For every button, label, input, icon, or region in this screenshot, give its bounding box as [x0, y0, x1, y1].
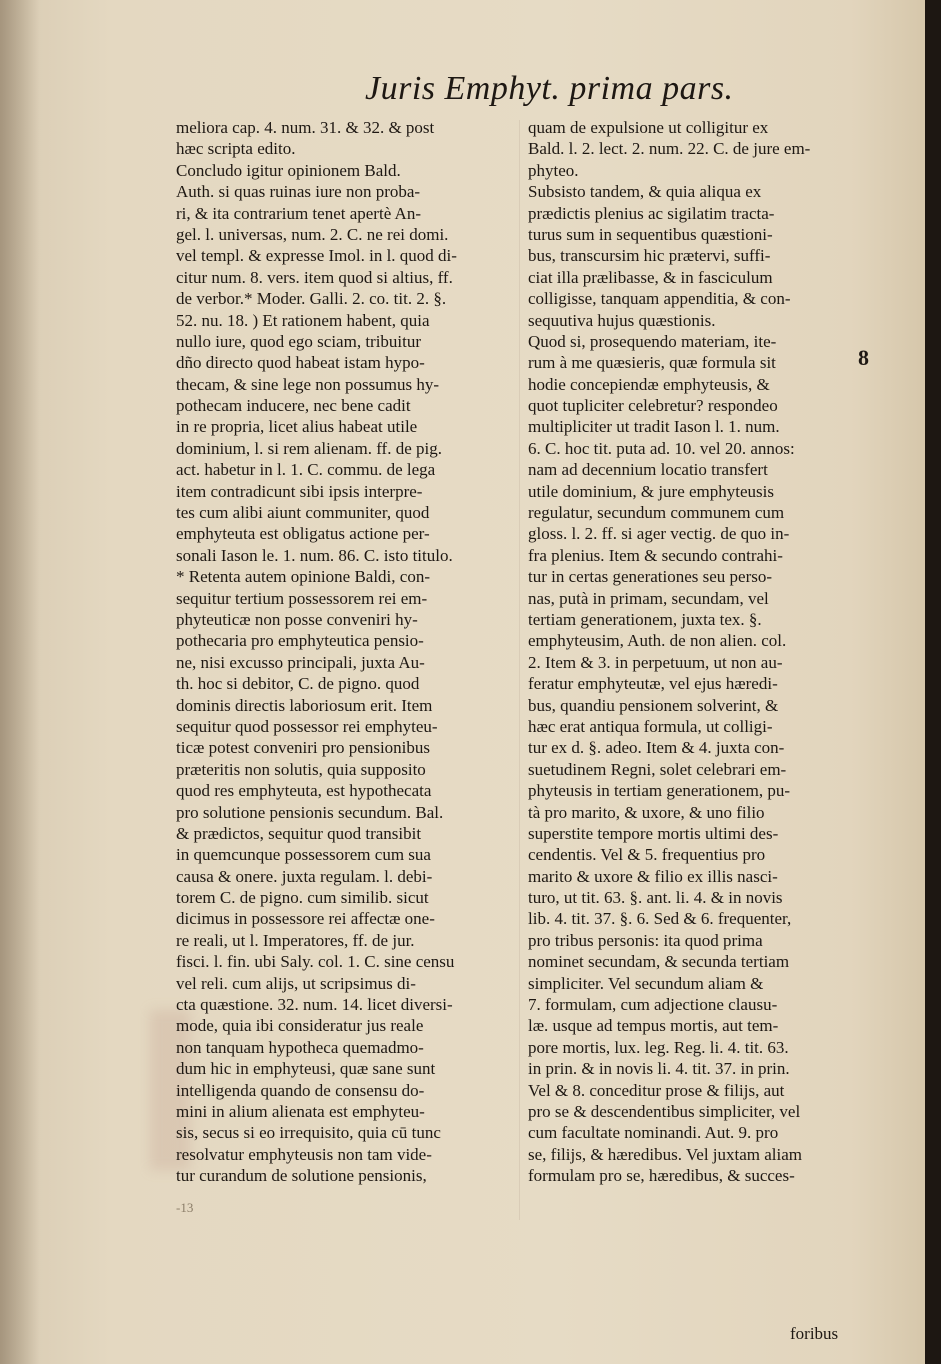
text-line: tur curandum de solutione pensionis,: [176, 1166, 427, 1186]
catchword: foribus: [790, 1324, 839, 1343]
text-line: non tanquam hypotheca quemadmo-: [176, 1037, 424, 1057]
text-line: cum facultate nominandi. Aut. 9. pro: [528, 1123, 779, 1143]
text-line: fisci. l. fin. ubi Saly. col. 1. C. sine censu: [176, 952, 455, 972]
text-line: dño directo quod habeat istam hypo-: [176, 353, 425, 373]
text-line: sis, secus si eo irrequisito, quia cū tunc: [176, 1123, 441, 1143]
text-line: 52. nu. 18. ) Et rationem habent, quia: [176, 310, 430, 330]
text-line: rum à me quæsieris, quæ formula sit: [528, 353, 776, 373]
text-line: citur num. 8. vers. item quod si altius, ff.: [176, 267, 453, 287]
text-line: mode, quia ibi consideratur jus reale: [176, 1016, 424, 1036]
running-head: Juris Emphyt. prima pars.: [365, 70, 734, 107]
text-line: mini in alium alienata est emphyteu-: [176, 1101, 425, 1121]
text-line: phyteusis in tertiam generationem, pu-: [528, 781, 791, 801]
text-line: præteritis non solutis, quia supposito: [176, 759, 426, 779]
text-line: ne, nisi excusso principali, juxta Au-: [176, 652, 425, 672]
text-line: Bald. l. 2. lect. 2. num. 22. C. de jure em-: [528, 139, 811, 159]
text-line: feratur emphyteutæ, vel ejus hæredi-: [528, 674, 778, 694]
text-line: suetudinem Regni, solet celebrari em-: [528, 759, 787, 779]
text-line: gloss. l. 2. ff. si ager vectig. de quo in-: [528, 524, 790, 544]
text-line: tur ex d. §. adeo. Item & 4. juxta con-: [528, 738, 785, 758]
text-line: bus, quandiu pensionem solverint, &: [528, 695, 779, 715]
text-line: pothecaria pro emphyteutica pensio-: [176, 631, 424, 651]
text-line: Subsisto tandem, & quia aliqua ex: [528, 182, 762, 202]
text-line: Concludo igitur opinionem Bald.: [176, 160, 401, 180]
text-line: superstite tempore mortis ultimi des-: [528, 823, 779, 843]
text-line: nam ad decennium locatio transfert: [528, 460, 768, 480]
text-line: meliora cap. 4. num. 31. & 32. & post: [176, 118, 435, 137]
text-line: bus, transcursim hic prætervi, suffi-: [528, 246, 771, 266]
text-line: hæc scripta edito.: [176, 139, 296, 159]
column-gap: [519, 120, 520, 1220]
text-line: fra plenius. Item & secundo contrahi-: [528, 545, 783, 565]
text-line: hæc erat antiqua formula, ut colligi-: [528, 716, 773, 736]
text-line: ri, & ita contrarium tenet apertè An-: [176, 203, 421, 223]
text-line: se, filijs, & hæredibus. Vel juxtam aliam: [528, 1144, 803, 1164]
text-line: sequitur quod possessor rei emphyteu-: [176, 716, 438, 736]
text-line: dum hic in emphyteusi, quæ sane sunt: [176, 1059, 436, 1079]
text-line: cta quæstione. 32. num. 14. licet diversi-: [176, 995, 453, 1015]
text-line: pro solutione pensionis secundum. Bal.: [176, 802, 444, 822]
gutter-shadow: [0, 0, 40, 1364]
text-line: de verbor.* Moder. Galli. 2. co. tit. 2. §.: [176, 289, 447, 309]
text-line: prædictis plenius ac sigilatim tracta-: [528, 203, 775, 223]
text-line: 7. formulam, cum adjectione clausu-: [528, 995, 778, 1015]
text-line: re reali, ut l. Imperatores, ff. de jur.: [176, 930, 415, 950]
text-line: cendentis. Vel & 5. frequentius pro: [528, 845, 766, 865]
text-line: colligisse, tanquam appenditia, & con-: [528, 289, 791, 309]
text-line: sequutiva hujus quæstionis.: [528, 310, 716, 330]
text-line: gel. l. universas, num. 2. C. ne rei domi.: [176, 224, 449, 244]
text-line: intelligenda quando de consensu do-: [176, 1080, 425, 1100]
text-line: vel reli. cum alijs, ut scripsimus di-: [176, 973, 416, 993]
text-line: hodie concepiendæ emphyteusis, &: [528, 374, 770, 394]
text-line: Vel & 8. conceditur prose & filijs, aut: [528, 1080, 785, 1100]
text-line: quot tupliciter celebretur? respondeo: [528, 396, 778, 416]
text-line: dominis directis laboriosum erit. Item: [176, 695, 433, 715]
text-line: pore mortis, lux. leg. Reg. li. 4. tit. 63.: [528, 1037, 789, 1057]
text-line: nas, putà in primam, secundam, vel: [528, 588, 769, 608]
text-line: phyteo.: [528, 160, 579, 180]
text-line: * Retenta autem opinione Baldi, con-: [176, 567, 430, 587]
text-line: Auth. si quas ruinas iure non proba-: [176, 182, 421, 202]
text-line: 2. Item & 3. in perpetuum, ut non au-: [528, 652, 783, 672]
text-line: tur in certas generationes seu perso-: [528, 567, 773, 587]
text-line: quam de expulsione ut colligitur ex: [528, 118, 769, 137]
text-line: utile dominium, & jure emphyteusis: [528, 481, 775, 501]
text-line: pothecam inducere, nec bene cadit: [176, 396, 411, 416]
text-line: emphyteuta est obligatus actione per-: [176, 524, 430, 544]
text-line: læ. usque ad tempus mortis, aut tem-: [528, 1016, 779, 1036]
text-line: vel templ. & expresse Imol. in l. quod di-: [176, 246, 457, 266]
text-line: sonali Iason le. 1. num. 86. C. isto titulo.: [176, 545, 453, 565]
text-line: & prædictos, sequitur quod transibit: [176, 823, 422, 843]
text-line: in prin. & in novis li. 4. tit. 37. in prin.: [528, 1059, 790, 1079]
left-column: [176, 117, 512, 1187]
text-line: lib. 4. tit. 37. §. 6. Sed & 6. frequenter,: [528, 909, 792, 929]
text-line: ciat illa prælibasse, & in fasciculum: [528, 267, 773, 287]
margin-number: 8: [858, 345, 869, 370]
text-line: tertiam generationem, juxta tex. §.: [528, 609, 762, 629]
text-line: sequitur tertium possessorem rei em-: [176, 588, 428, 608]
text-line: act. habetur in l. 1. C. commu. de lega: [176, 460, 436, 480]
text-line: item contradicunt sibi ipsis interpre-: [176, 481, 423, 501]
text-line: dicimus in possessore rei affectæ one-: [176, 909, 435, 929]
text-line: causa & onere. juxta regulam. l. debi-: [176, 866, 433, 886]
text-line: formulam pro se, hæredibus, & succes-: [528, 1166, 795, 1186]
text-line: thecam, & sine lege non possumus hy-: [176, 374, 439, 394]
text-line: quod res emphyteuta, est hypothecata: [176, 781, 432, 801]
text-line: nullo iure, quod ego sciam, tribuitur: [176, 331, 422, 351]
text-line: pro se & descendentibus simpliciter, vel: [528, 1101, 801, 1121]
text-line: th. hoc si debitor, C. de pigno. quod: [176, 674, 420, 694]
text-line: marito & uxore & filio ex illis nasci-: [528, 866, 778, 886]
text-line: in quemcunque possessorem cum sua: [176, 845, 431, 865]
text-line: multipliciter ut tradit Iason l. 1. num.: [528, 417, 780, 437]
right-column: [528, 117, 860, 1187]
text-line: resolvatur emphyteusis non tam vide-: [176, 1144, 432, 1164]
text-line: phyteuticæ non posse conveniri hy-: [176, 609, 418, 629]
text-line: dominium, l. si rem alienam. ff. de pig.: [176, 438, 442, 458]
text-line: nominet secundam, & secunda tertiam: [528, 952, 790, 972]
text-line: Quod si, prosequendo materiam, ite-: [528, 331, 777, 351]
text-line: pro tribus personis: ita quod prima: [528, 930, 763, 950]
text-line: regulatur, secundum communem cum: [528, 503, 785, 523]
text-line: in re propria, licet alius habeat utile: [176, 417, 418, 437]
text-line: 6. C. hoc tit. puta ad. 10. vel 20. annos:: [528, 438, 795, 458]
text-line: tà pro marito, & uxore, & uno filio: [528, 802, 765, 822]
text-line: ticæ potest conveniri pro pensionibus: [176, 738, 431, 758]
text-line: simpliciter. Vel secundum aliam &: [528, 973, 764, 993]
faint-mark: -13: [176, 1200, 194, 1215]
text-line: emphyteusim, Auth. de non alien. col.: [528, 631, 787, 651]
text-line: tes cum alibi aiunt communiter, quod: [176, 503, 430, 523]
text-line: turo, ut tit. 63. §. ant. li. 4. & in novis: [528, 888, 783, 908]
text-line: torem C. de pigno. cum similib. sicut: [176, 888, 429, 908]
text-line: turus sum in sequentibus quæstioni-: [528, 224, 773, 244]
